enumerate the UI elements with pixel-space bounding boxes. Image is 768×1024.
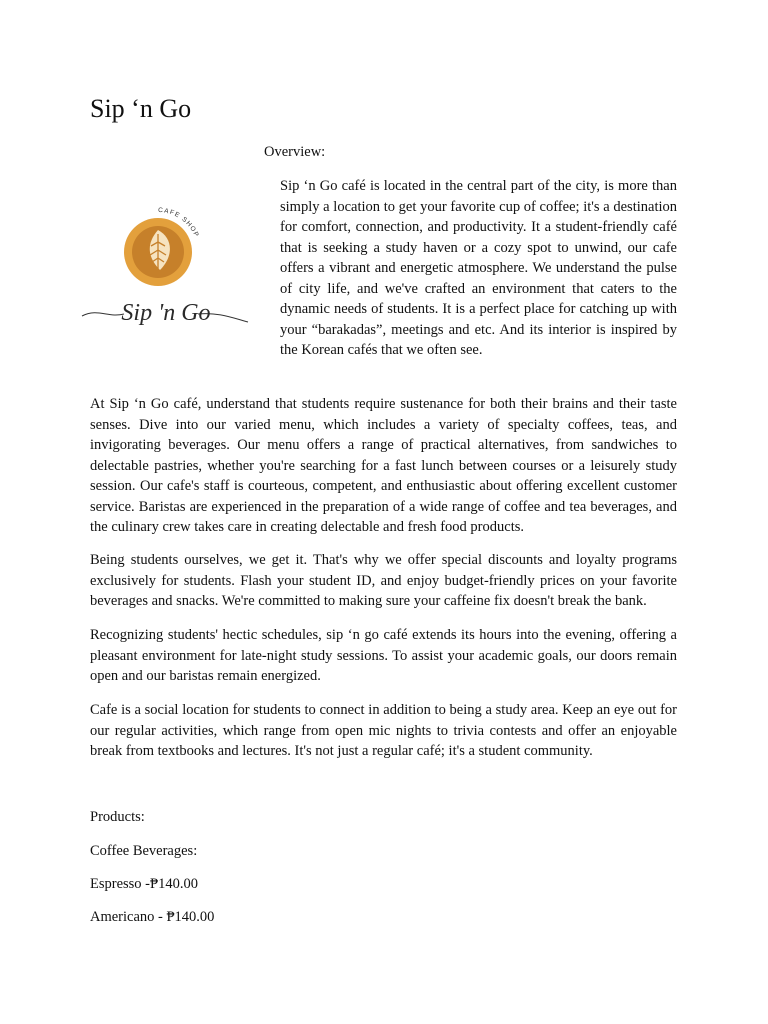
page-title: Sip ‘n Go (90, 94, 192, 123)
body-paragraph-3: Recognizing students' hectic schedules, sip ‘n go café extends its hours into the evening, offering a pleasant environment for late-night study sessions. To assist your academic goals, our doors remain open and our baristas remain energized. (90, 627, 677, 684)
product-item-americano: Americano - ₱140.00 (90, 909, 215, 925)
overview-label: Overview: (264, 144, 326, 160)
body-paragraph-4: Cafe is a social location for students to connect in addition to being a study area. Keep an eye out for our regular activities, which range from open mic nights to trivia contests and offer an enjoyable break from textbooks and lectures. It's not just a regular café; it's a student community. (90, 702, 677, 759)
cafe-logo (78, 190, 254, 340)
body-paragraph-2: Being students ourselves, we get it. That's why we offer special discounts and loyalty programs exclusively for students. Flash your student ID, and enjoy budget-friendly prices on your favorite beverages and snacks. We're committed to making sure your caffeine fix doesn't break the bank. (90, 552, 677, 609)
intro-paragraph: Sip ‘n Go café is located in the central part of the city, is more than simply a location to get your favorite cup of coffee; it's a destination for comfort, connection, and productivity. It a student-friendly café that is seeking a study haven or a cozy spot to unwind, our cafe offers a vibrant and energetic atmosphere. We understand the pulse of city life, and we've crafted an environment that caters to the dynamic needs of students. It is a perfect place for catching up with your “barakadas”, meetings and etc. And its interior is inspired by the Korean cafés that we often see. (280, 178, 677, 358)
logo-script-text: Sip 'n Go (121, 300, 211, 326)
category-label: Coffee Beverages: (90, 843, 198, 859)
product-item-espresso: Espresso -₱140.00 (90, 876, 198, 892)
products-label: Products: (90, 809, 145, 825)
badge-text: CAFE SHOP (157, 206, 201, 239)
body-paragraph-1: At Sip ‘n Go café, understand that students require sustenance for both their brains and their taste senses. Dive into our varied menu, which includes a variety of specialty coffees, teas, and invigorating beverages. Our menu offers a range of practical alternatives, from sandwiches to delectable pastries, whether you're searching for a fast lunch between courses or a leisurely study session. Our cafe's staff is courteous, competent, and enthusiastic about offering excellent customer service. Baristas are experienced in the preparation of a wide range of coffee and tea beverages, and the culinary crew takes care in creating delectable and fresh food products. (90, 396, 677, 535)
